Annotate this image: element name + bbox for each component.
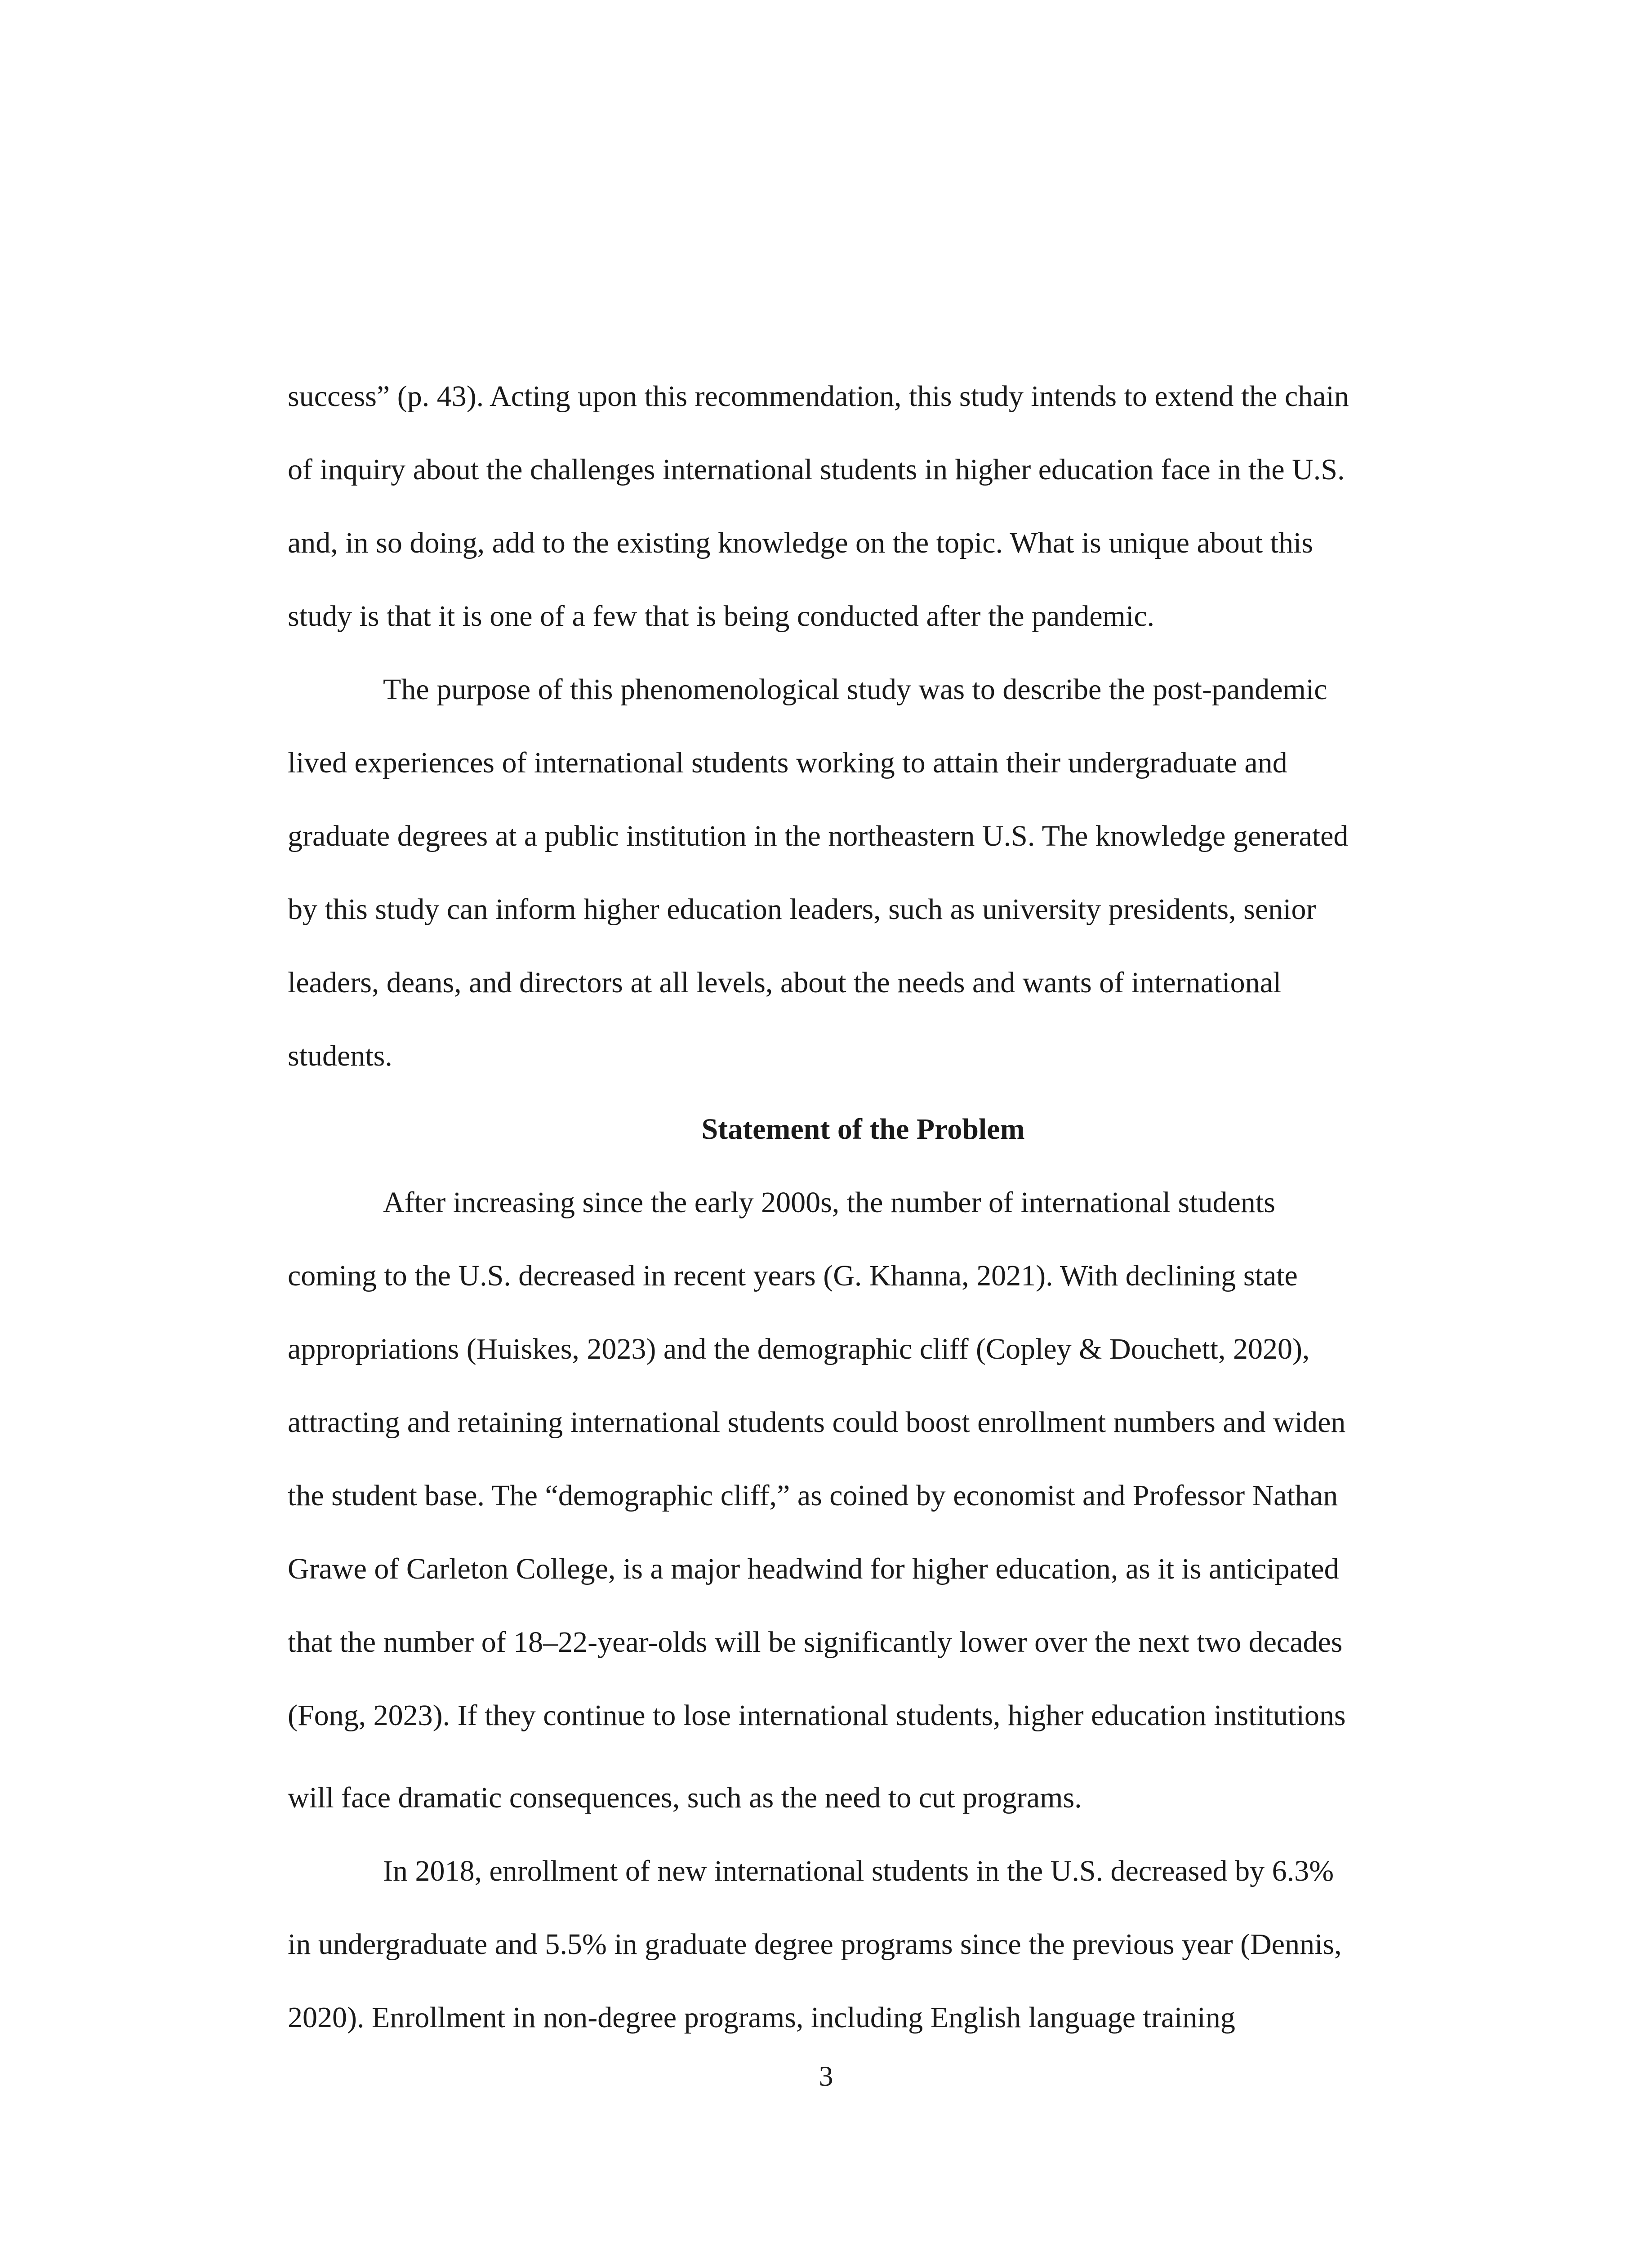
paragraph-line: leaders, deans, and directors at all levels, about the needs and wants of international bbox=[288, 966, 1282, 999]
paragraph-line: will face dramatic consequences, such as the need to cut programs. bbox=[288, 1781, 1082, 1814]
paragraph-line: lived experiences of international students working to attain their undergraduate and bbox=[288, 746, 1287, 779]
paragraph-line: 2020). Enrollment in non-degree programs, including English language training bbox=[288, 2001, 1235, 2034]
paragraph-line: appropriations (Huiskes, 2023) and the demographic cliff (Copley & Douchett, 2020), bbox=[288, 1333, 1310, 1365]
paragraph-line: in undergraduate and 5.5% in graduate degree programs since the previous year (Dennis, bbox=[288, 1928, 1342, 1961]
paragraph-line: study is that it is one of a few that is being conducted after the pandemic. bbox=[288, 600, 1155, 633]
paragraph-line: Grawe of Carleton College, is a major headwind for higher education, as it is anticipated bbox=[288, 1552, 1339, 1585]
paragraph-line: and, in so doing, add to the existing knowledge on the topic. What is unique about this bbox=[288, 526, 1313, 559]
body-text bbox=[288, 360, 1438, 2054]
paragraph-line: success” (p. 43). Acting upon this recommendation, this study intends to extend the chain bbox=[288, 380, 1349, 413]
paragraph-line: In 2018, enrollment of new international students in the U.S. decreased by 6.3% bbox=[383, 1855, 1334, 1887]
section-heading: Statement of the Problem bbox=[701, 1113, 1025, 1146]
paragraph-line: graduate degrees at a public institution in the northeastern U.S. The knowledge generated bbox=[288, 820, 1349, 852]
paragraph-line: that the number of 18–22-year-olds will be significantly lower over the next two decades bbox=[288, 1626, 1343, 1659]
paragraph-line: students. bbox=[288, 1039, 392, 1072]
paragraph-line: After increasing since the early 2000s, the number of international students bbox=[383, 1186, 1275, 1219]
paragraph-line: the student base. The “demographic cliff,” as coined by economist and Professor Nathan bbox=[288, 1479, 1338, 1512]
paragraph-line: attracting and retaining international students could boost enrollment numbers and widen bbox=[288, 1406, 1346, 1439]
paragraph-line: of inquiry about the challenges international students in higher education face in the U.S. bbox=[288, 453, 1345, 486]
paragraph-line: coming to the U.S. decreased in recent years (G. Khanna, 2021). With declining state bbox=[288, 1259, 1298, 1292]
paragraph-line: The purpose of this phenomenological study was to describe the post-pandemic bbox=[383, 673, 1327, 706]
paragraph-line: by this study can inform higher education leaders, such as university presidents, senior bbox=[288, 893, 1316, 926]
paragraph-line: (Fong, 2023). If they continue to lose international students, higher education institutions bbox=[288, 1699, 1346, 1732]
page-number: 3 bbox=[819, 2060, 833, 2092]
